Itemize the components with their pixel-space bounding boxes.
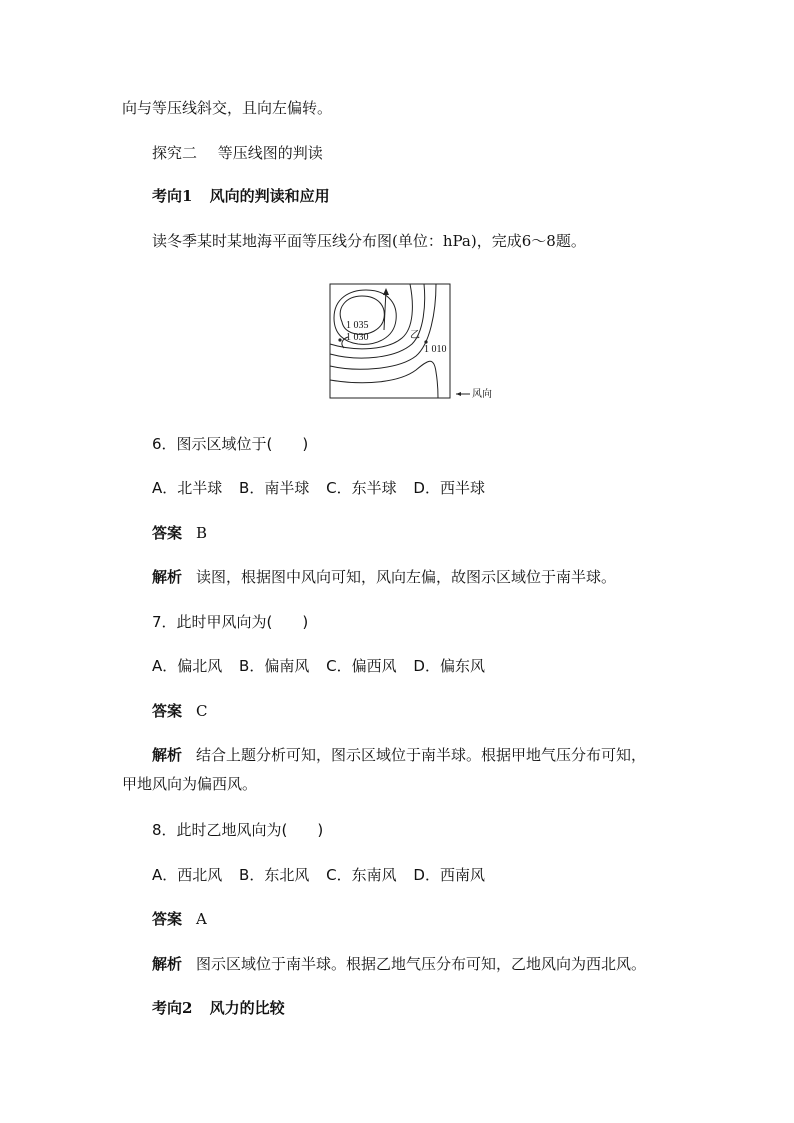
question-8-answer bbox=[152, 909, 207, 929]
section-title: 等压线图的判读 bbox=[217, 144, 323, 162]
question-8-analysis bbox=[152, 954, 646, 974]
isobar-label-1035: 1 035 bbox=[346, 320, 369, 331]
answer-value: B bbox=[196, 524, 208, 542]
isobar-1025 bbox=[330, 284, 412, 349]
answer-value: C bbox=[196, 702, 208, 720]
intro-tail-text: 向与等压线斜交，且向左偏转。 bbox=[122, 99, 333, 117]
question-8-stem: 8．此时乙地风向为( ) bbox=[152, 821, 324, 839]
option-d: D．西半球 bbox=[413, 479, 485, 497]
isobar-label-1010: 1 010 bbox=[424, 344, 447, 355]
section-label: 探究二 bbox=[152, 144, 198, 162]
instruction-text: 读冬季某时某地海平面等压线分布图(单位：hPa)，完成6～8题。 bbox=[152, 232, 586, 250]
option-d: D．偏东风 bbox=[413, 657, 485, 675]
question-8-options bbox=[152, 865, 497, 885]
isobar-label-1030: 1 030 bbox=[346, 332, 369, 343]
option-b: B．偏南风 bbox=[239, 657, 310, 675]
analysis-text: 读图，根据图中风向可知，风向左偏，故图示区域位于南半球。 bbox=[196, 568, 617, 586]
answer-label: 答案 bbox=[152, 702, 183, 720]
analysis-text: 图示区域位于南半球。根据乙地气压分布可知，乙地风向为西北风。 bbox=[196, 955, 647, 973]
question-7-analysis bbox=[152, 745, 646, 765]
isobar-1010 bbox=[330, 361, 438, 398]
answer-label: 答案 bbox=[152, 910, 183, 928]
option-d: D．西南风 bbox=[413, 866, 485, 884]
point-jia-dot bbox=[338, 338, 341, 341]
analysis-text: 结合上题分析可知，图示区域位于南半球。根据甲地气压分布可知， bbox=[196, 746, 647, 764]
option-c: C．偏西风 bbox=[326, 657, 397, 675]
answer-value: A bbox=[196, 910, 207, 928]
question-7-answer bbox=[152, 701, 208, 721]
option-a: A．北半球 bbox=[152, 479, 223, 497]
option-c: C．东南风 bbox=[326, 866, 397, 884]
analysis-label: 解析 bbox=[152, 955, 183, 973]
topic1-label: 考向1 bbox=[152, 187, 193, 205]
question-7-analysis-cont: 甲地风向为偏西风。 bbox=[122, 775, 258, 793]
section-heading bbox=[152, 143, 323, 163]
wind-arrow-head-icon bbox=[383, 288, 389, 295]
legend-arrow-head-icon bbox=[456, 392, 461, 396]
topic2-label: 考向2 bbox=[152, 999, 193, 1017]
topic2-title: 风力的比较 bbox=[209, 999, 285, 1017]
option-b: B．南半球 bbox=[239, 479, 310, 497]
place-label-yi: 乙 bbox=[410, 330, 420, 341]
question-6-options bbox=[152, 478, 497, 498]
option-a: A．西北风 bbox=[152, 866, 223, 884]
legend-label: 风向 bbox=[472, 389, 492, 400]
question-6-stem: 6．图示区域位于( ) bbox=[152, 435, 309, 453]
question-6-answer bbox=[152, 523, 207, 543]
answer-label: 答案 bbox=[152, 524, 183, 542]
isobar-map-figure bbox=[326, 282, 498, 402]
topic1-title: 风向的判读和应用 bbox=[209, 187, 330, 205]
option-b: B．东北风 bbox=[239, 866, 310, 884]
option-c: C．东半球 bbox=[326, 479, 397, 497]
topic1-heading bbox=[152, 186, 330, 206]
analysis-label: 解析 bbox=[152, 568, 183, 586]
option-a: A．偏北风 bbox=[152, 657, 223, 675]
question-7-stem: 7．此时甲风向为( ) bbox=[152, 613, 309, 631]
topic2-heading bbox=[152, 998, 285, 1018]
question-6-analysis bbox=[152, 567, 616, 587]
question-7-options bbox=[152, 656, 497, 676]
analysis-label: 解析 bbox=[152, 746, 183, 764]
